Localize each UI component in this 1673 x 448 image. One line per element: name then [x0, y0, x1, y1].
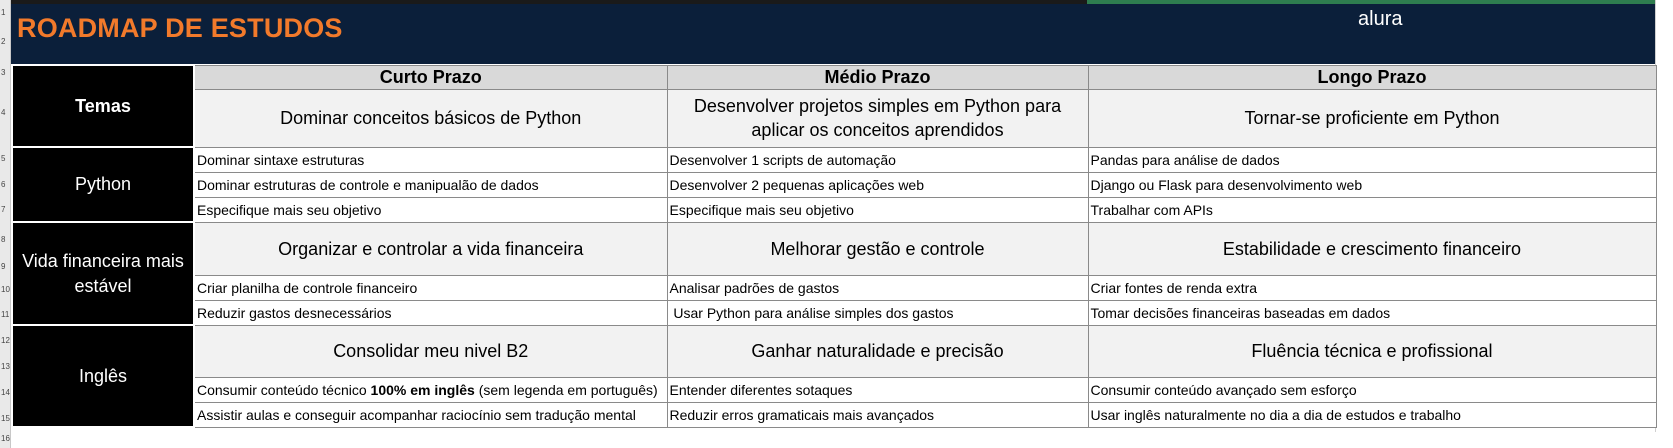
item-cell[interactable]	[194, 377, 667, 402]
column-header-medium[interactable]: Médio Prazo	[667, 65, 1088, 89]
goal-cell-medium[interactable]: Desenvolver projetos simples em Python para aplicar os conceitos aprendidos	[667, 89, 1088, 147]
column-header-short[interactable]: Curto Prazo	[194, 65, 667, 89]
item-cell[interactable]: Consumir conteúdo avançado sem esforço	[1088, 377, 1656, 402]
theme-cell-english[interactable]: Inglês	[12, 325, 194, 427]
row-number-gutter	[0, 0, 11, 448]
item-cell[interactable]: Tomar decisões financeiras baseadas em dados	[1088, 300, 1656, 325]
item-cell[interactable]: Criar fontes de renda extra	[1088, 275, 1656, 300]
item-cell[interactable]: Entender diferentes sotaques	[667, 377, 1088, 402]
goal-cell-short[interactable]: Consolidar meu nivel B2	[194, 325, 667, 377]
item-cell[interactable]: Desenvolver 1 scripts de automação	[667, 147, 1088, 172]
row-number[interactable]: 13	[1, 362, 10, 371]
goal-cell-short[interactable]: Dominar conceitos básicos de Python	[194, 89, 667, 147]
item-text-bold: 100% em inglês	[370, 381, 475, 398]
item-cell[interactable]: Especifique mais seu objetivo	[667, 197, 1088, 222]
row-number[interactable]: 14	[1, 388, 10, 397]
row-number[interactable]: 2	[1, 37, 6, 46]
item-cell[interactable]: Usar Python para análise simples dos gastos	[667, 300, 1088, 325]
row-number[interactable]: 9	[1, 262, 6, 271]
row-number[interactable]: 12	[1, 336, 10, 345]
goal-cell-long[interactable]: Tornar-se proficiente em Python	[1088, 89, 1656, 147]
roadmap-table	[11, 64, 1657, 428]
column-header-long[interactable]: Longo Prazo	[1088, 65, 1656, 89]
theme-cell-python[interactable]: Python	[12, 147, 194, 222]
row-number[interactable]: 7	[1, 205, 6, 214]
item-text: Consumir conteúdo técnico	[197, 381, 371, 398]
page-title: ROADMAP DE ESTUDOS	[17, 13, 343, 43]
row-number[interactable]: 8	[1, 235, 6, 244]
row-number[interactable]: 1	[1, 8, 6, 17]
item-cell[interactable]: Desenvolver 2 pequenas aplicações web	[667, 172, 1088, 197]
item-cell[interactable]: Trabalhar com APIs	[1088, 197, 1656, 222]
row-number[interactable]: 6	[1, 180, 6, 189]
item-cell[interactable]: Especifique mais seu objetivo	[194, 197, 667, 222]
item-cell[interactable]: Assistir aulas e conseguir acompanhar raciocínio sem tradução mental	[194, 402, 667, 427]
row-number[interactable]: 11	[1, 310, 10, 319]
row-number[interactable]: 15	[1, 414, 10, 423]
item-cell[interactable]: Reduzir gastos desnecessários	[194, 300, 667, 325]
row-number[interactable]: 10	[1, 285, 10, 294]
themes-header-cell[interactable]: Temas	[12, 65, 194, 147]
item-cell[interactable]: Analisar padrões de gastos	[667, 275, 1088, 300]
goal-cell-long[interactable]: Estabilidade e crescimento financeiro	[1088, 222, 1656, 275]
theme-cell-finance[interactable]: Vida financeira mais estável	[12, 222, 194, 325]
row-number[interactable]: 3	[1, 68, 6, 77]
row-number[interactable]: 5	[1, 154, 6, 163]
goal-cell-long[interactable]: Fluência técnica e profissional	[1088, 325, 1656, 377]
item-text: (sem legenda em português)	[474, 381, 658, 398]
alura-logo: alura	[1358, 8, 1403, 30]
item-cell[interactable]: Usar inglês naturalmente no dia a dia de estudos e trabalho	[1088, 402, 1656, 427]
goal-cell-medium[interactable]: Melhorar gestão e controle	[667, 222, 1088, 275]
item-cell[interactable]: Reduzir erros gramaticais mais avançados	[667, 402, 1088, 427]
row-number[interactable]: 16	[1, 434, 10, 443]
item-cell[interactable]: Django ou Flask para desenvolvimento web	[1088, 172, 1656, 197]
item-cell[interactable]: Dominar sintaxe estruturas	[194, 147, 667, 172]
row-number[interactable]: 4	[1, 108, 6, 117]
goal-cell-short[interactable]: Organizar e controlar a vida financeira	[194, 222, 667, 275]
item-cell[interactable]: Dominar estruturas de controle e manipualão de dados	[194, 172, 667, 197]
item-cell[interactable]: Pandas para análise de dados	[1088, 147, 1656, 172]
title-banner[interactable]	[11, 4, 1655, 64]
goal-cell-medium[interactable]: Ganhar naturalidade e precisão	[667, 325, 1088, 377]
item-cell[interactable]: Criar planilha de controle financeiro	[194, 275, 667, 300]
